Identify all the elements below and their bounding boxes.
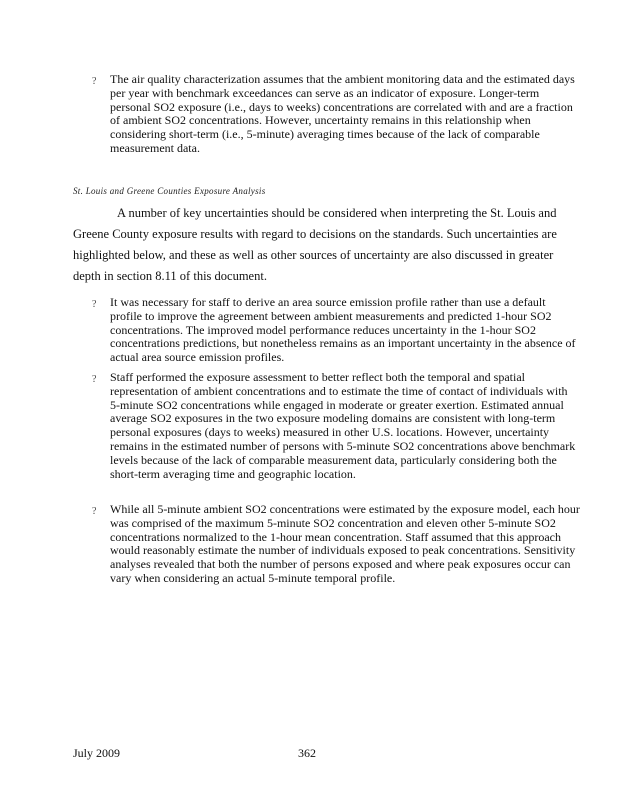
bullet-text-1: It was necessary for staff to derive an area source emission profile rather than use a default profile to improve the agreement between ambient measurements and predicted 1-hour SO2 concentrations. The improved model performance reduces uncertainty in the 1-hour SO2 concentrations predictions, but nonetheless remains as an important uncertainty in the absence of actual area source emission profiles. — [110, 295, 576, 365]
intro-bullet-text: The air quality characterization assumes that the ambient monitoring data and the estimated days per year with benchmark exceedances can serve as an indicator of exposure. Longer-term personal SO2 exposure (i.e., days to weeks) concentrations are correlated with and are a fraction of ambient SO2 concentrations. However, uncertainty remains in this relationship when considering short-term (i.e., 5-minute) averaging times because of the lack of comparable measurement data. — [110, 72, 575, 155]
footer-page-number: 362 — [298, 746, 316, 760]
section-paragraph: A number of key uncertainties should be considered when interpreting the St. Louis and Greene County exposure results with regard to decisions on the standards. Such uncertainties are highlighted below, and these as well as other sources of uncertainty are also discussed in greater depth in section 8.11 of this document. — [73, 206, 557, 283]
bullet-text-2: Staff performed the exposure assessment to better reflect both the temporal and spatial representation of ambient concentrations and to estimate the time of contact of individuals with 5-minute SO2 concentrations while engaged in moderate or greater exertion. Estimated annual average SO2 exposures in the two exposure modeling domains are consistent with long-term personal exposures (days to weeks) measured in other U.S. locations. However, uncertainty remains in the estimated number of persons with 5-minute SO2 concentrations above benchmark levels because of the lack of comparable measurement data, particularly considering both the short-term averaging time and geographic location. — [110, 370, 576, 481]
bullet-marker: ? — [92, 76, 97, 87]
bullet-marker: ? — [92, 299, 97, 310]
bullet-marker: ? — [92, 506, 97, 517]
bullet-text-3: While all 5-minute ambient SO2 concentrations were estimated by the exposure model, each hour was comprised of the maximum 5-minute SO2 concentration and eleven other 5-minute SO2 concentrations normalized to the 1-hour mean concentration. Staff assumed that this approach would reasonably estimate the number of individuals exposed to peak concentrations. Sensitivity analyses revealed that both the number of persons exposed and where peak exposures occur can vary when considering an actual 5-minute temporal profile. — [110, 502, 580, 585]
footer-date: July 2009 — [73, 746, 121, 760]
section-heading: St. Louis and Greene Counties Exposure Analysis — [73, 186, 266, 196]
bullet-marker: ? — [92, 374, 97, 385]
